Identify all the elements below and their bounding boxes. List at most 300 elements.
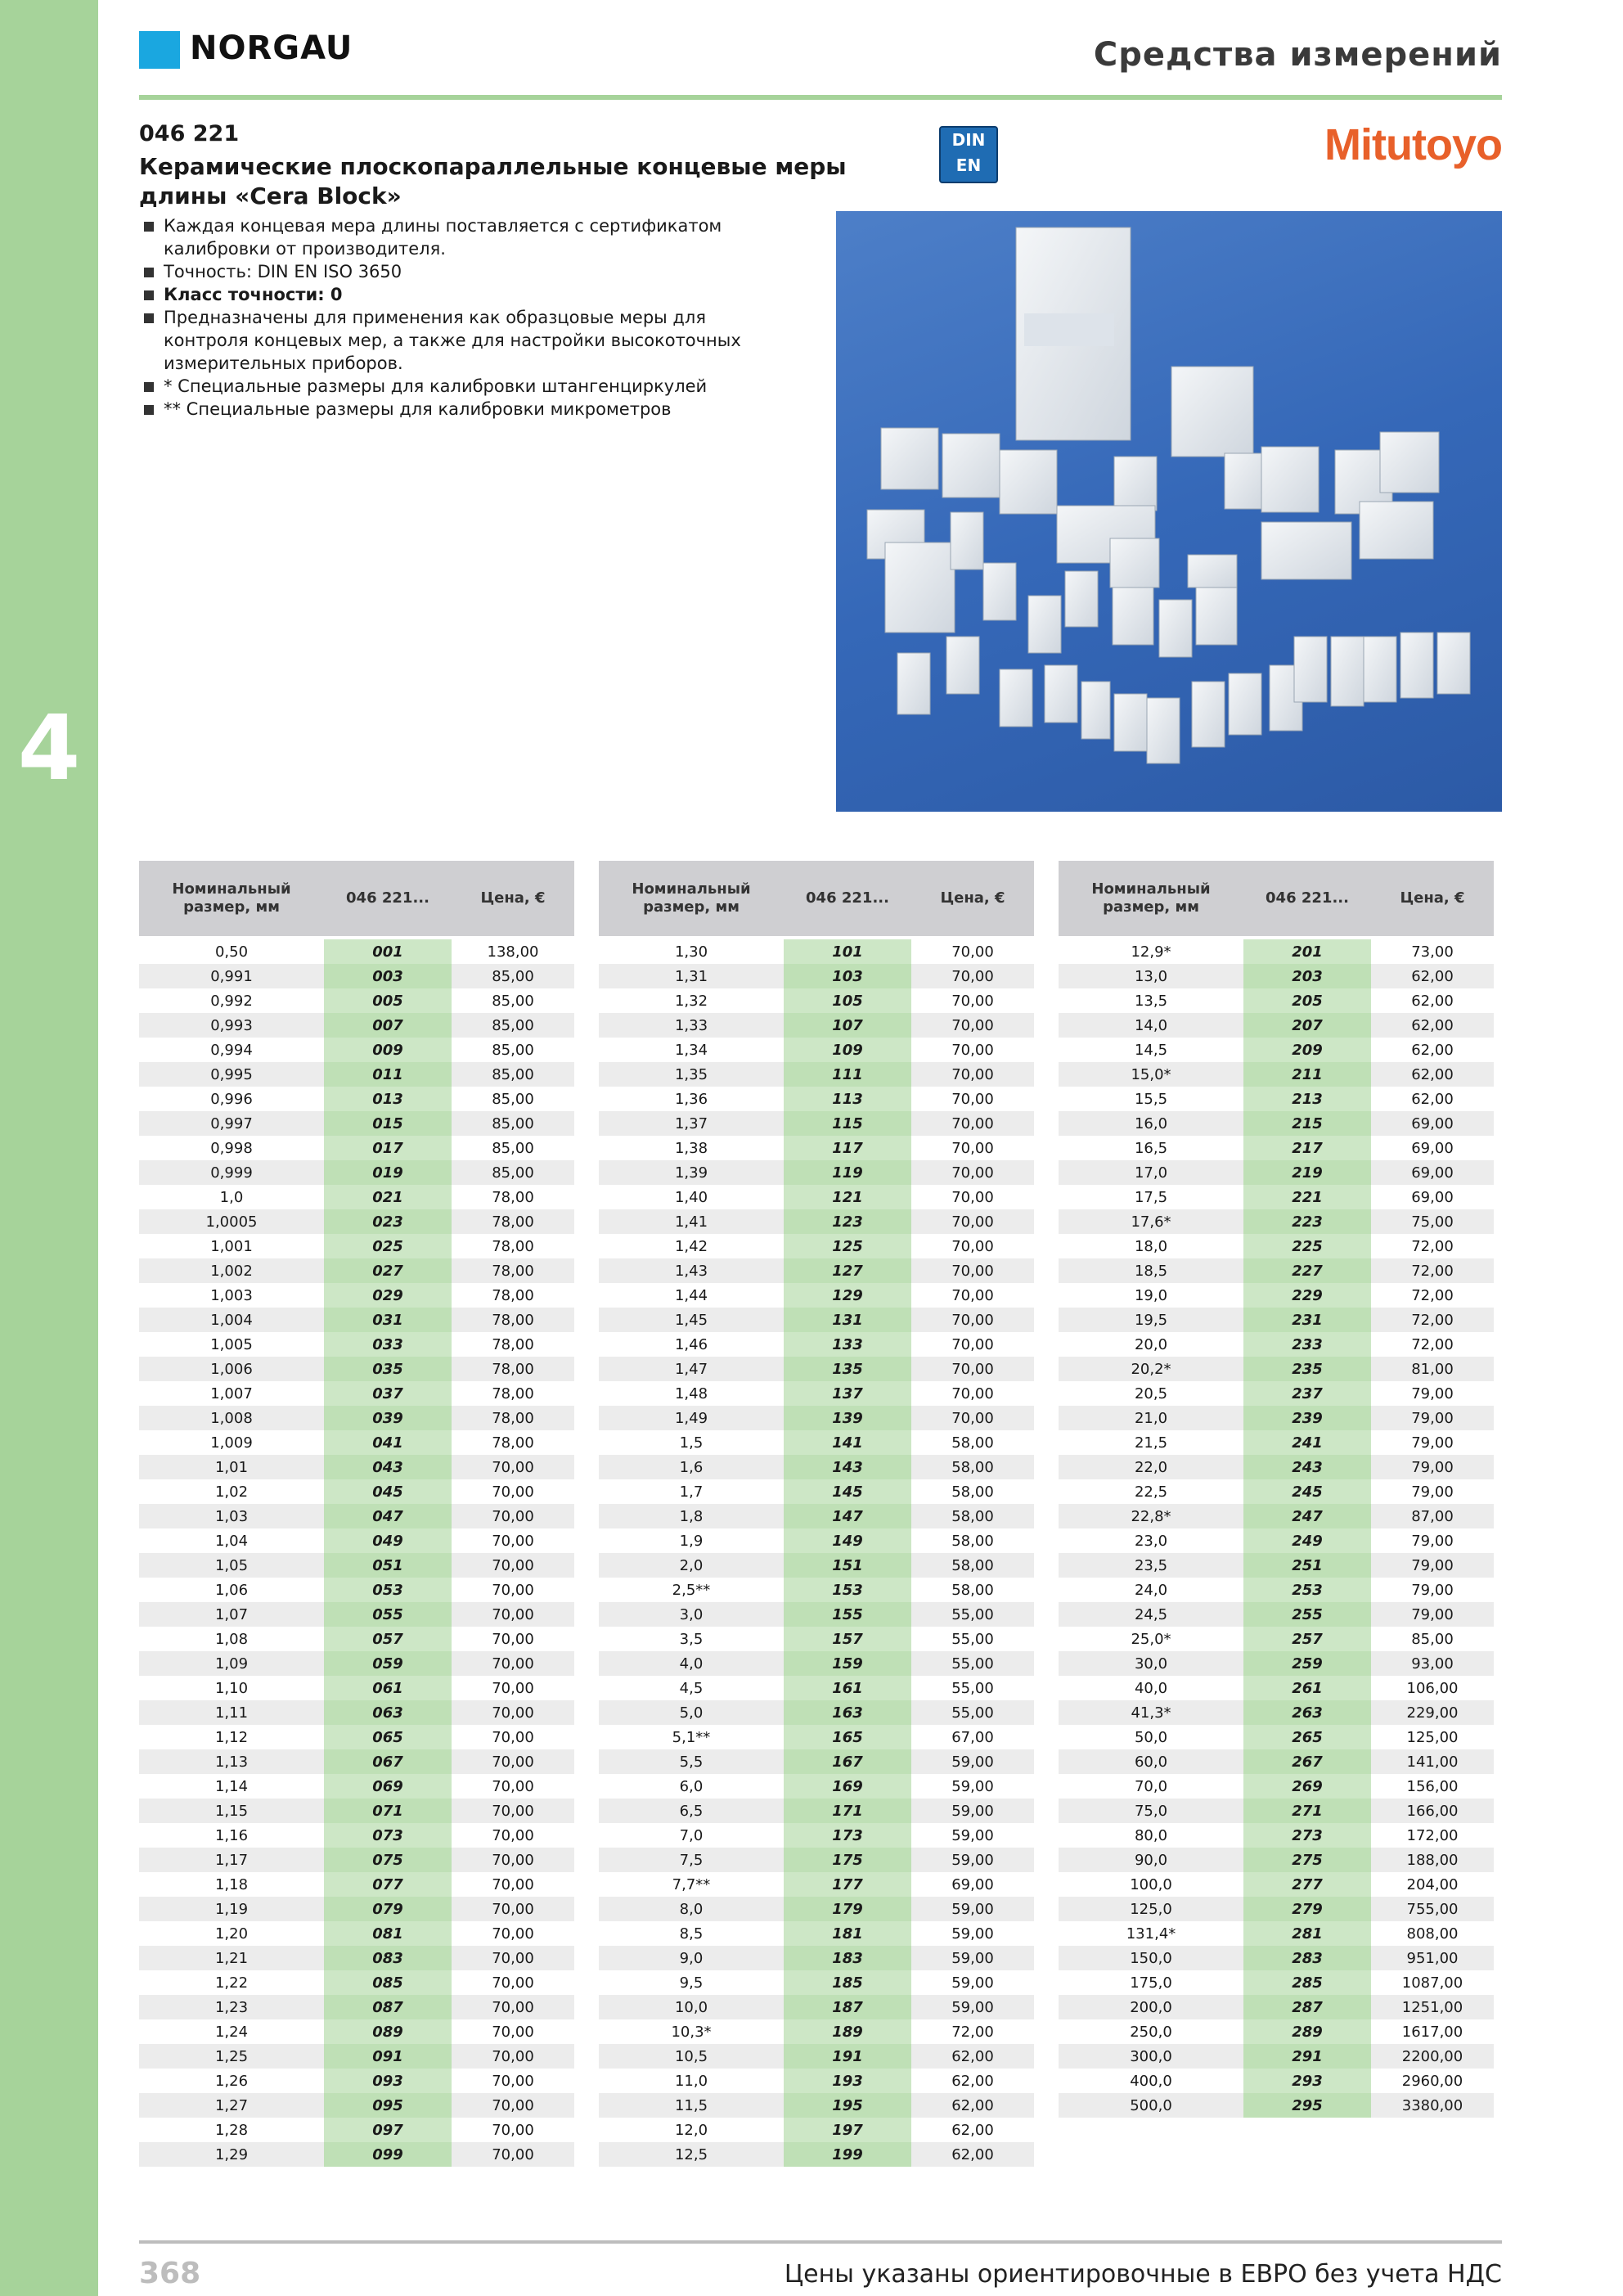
feature-text: Каждая концевая мера длины поставляется с сертификатом калибровки от производителя. xyxy=(164,216,722,259)
code-cell: 121 xyxy=(784,1185,911,1209)
code-cell: 139 xyxy=(784,1406,911,1430)
size-cell: 1,18 xyxy=(139,1872,324,1897)
table-row xyxy=(139,1676,574,1700)
size-cell: 1,26 xyxy=(139,2069,324,2093)
price-cell: 1087,00 xyxy=(1371,1970,1494,1995)
price-cell: 70,00 xyxy=(911,1160,1034,1185)
code-cell: 133 xyxy=(784,1332,911,1357)
table-row xyxy=(1059,1848,1494,1872)
size-cell: 1,27 xyxy=(139,2093,324,2118)
price-cell: 951,00 xyxy=(1371,1946,1494,1970)
size-cell: 18,5 xyxy=(1059,1258,1243,1283)
size-cell: 4,5 xyxy=(599,1676,784,1700)
size-cell: 11,5 xyxy=(599,2093,784,2118)
size-cell: 0,997 xyxy=(139,1111,324,1136)
size-cell: 1,47 xyxy=(599,1357,784,1381)
table-row xyxy=(599,2069,1034,2093)
size-cell: 0,991 xyxy=(139,964,324,988)
price-cell: 62,00 xyxy=(911,2069,1034,2093)
price-cell: 70,00 xyxy=(452,1578,574,1602)
size-cell: 6,5 xyxy=(599,1799,784,1823)
code-cell: 119 xyxy=(784,1160,911,1185)
size-cell: 1,20 xyxy=(139,1921,324,1946)
price-cell: 70,00 xyxy=(911,1038,1034,1062)
price-cell: 70,00 xyxy=(911,988,1034,1013)
size-cell: 1,28 xyxy=(139,2118,324,2142)
size-cell: 1,34 xyxy=(599,1038,784,1062)
size-cell: 17,0 xyxy=(1059,1160,1243,1185)
table-row xyxy=(599,1087,1034,1111)
table-row xyxy=(1059,1749,1494,1774)
table-row xyxy=(599,1283,1034,1308)
size-cell: 1,6 xyxy=(599,1455,784,1479)
feature-item xyxy=(141,375,795,398)
price-cell: 78,00 xyxy=(452,1430,574,1455)
size-cell: 9,5 xyxy=(599,1970,784,1995)
feature-item xyxy=(141,306,795,375)
table-row xyxy=(599,1185,1034,1209)
code-cell: 211 xyxy=(1243,1062,1371,1087)
size-cell: 1,29 xyxy=(139,2142,324,2167)
size-cell: 300,0 xyxy=(1059,2044,1243,2069)
price-cell: 70,00 xyxy=(911,1332,1034,1357)
table-row xyxy=(1059,1430,1494,1455)
table-row xyxy=(599,2044,1034,2069)
code-cell: 257 xyxy=(1243,1627,1371,1651)
size-cell: 24,5 xyxy=(1059,1602,1243,1627)
code-cell: 105 xyxy=(784,988,911,1013)
code-cell: 029 xyxy=(324,1283,452,1308)
price-cell: 58,00 xyxy=(911,1528,1034,1553)
table-row xyxy=(599,1897,1034,1921)
size-cell: 21,5 xyxy=(1059,1430,1243,1455)
table-row xyxy=(599,1774,1034,1799)
table-row xyxy=(599,939,1034,964)
table-row xyxy=(139,1406,574,1430)
code-cell: 237 xyxy=(1243,1381,1371,1406)
table-row xyxy=(599,1651,1034,1676)
size-cell: 400,0 xyxy=(1059,2069,1243,2093)
table-row xyxy=(139,1062,574,1087)
table-row xyxy=(139,1897,574,1921)
price-cell: 70,00 xyxy=(452,1700,574,1725)
code-cell: 113 xyxy=(784,1087,911,1111)
price-cell: 78,00 xyxy=(452,1308,574,1332)
size-cell: 17,5 xyxy=(1059,1185,1243,1209)
size-cell: 23,0 xyxy=(1059,1528,1243,1553)
table-row xyxy=(1059,1038,1494,1062)
size-cell: 125,0 xyxy=(1059,1897,1243,1921)
size-cell: 12,9* xyxy=(1059,939,1243,964)
size-cell: 22,0 xyxy=(1059,1455,1243,1479)
brand-logo: NORGAU xyxy=(190,29,353,67)
size-cell: 1,05 xyxy=(139,1553,324,1578)
price-cell: 85,00 xyxy=(452,1038,574,1062)
price-cell: 69,00 xyxy=(1371,1111,1494,1136)
table-row xyxy=(599,1111,1034,1136)
price-cell: 55,00 xyxy=(911,1676,1034,1700)
code-cell: 163 xyxy=(784,1700,911,1725)
table-row xyxy=(1059,1111,1494,1136)
price-cell: 70,00 xyxy=(452,1602,574,1627)
table-row xyxy=(599,1038,1034,1062)
code-cell: 149 xyxy=(784,1528,911,1553)
code-cell: 005 xyxy=(324,988,452,1013)
size-cell: 150,0 xyxy=(1059,1946,1243,1970)
price-cell: 70,00 xyxy=(452,1725,574,1749)
table-row xyxy=(139,1970,574,1995)
size-cell: 1,43 xyxy=(599,1258,784,1283)
price-cell: 125,00 xyxy=(1371,1725,1494,1749)
table-row xyxy=(599,1627,1034,1651)
table-row xyxy=(599,1749,1034,1774)
feature-item xyxy=(141,260,795,283)
price-cell: 70,00 xyxy=(911,1013,1034,1038)
price-cell: 78,00 xyxy=(452,1258,574,1283)
table-row xyxy=(139,1995,574,2019)
price-cell: 808,00 xyxy=(1371,1921,1494,1946)
code-cell: 259 xyxy=(1243,1651,1371,1676)
table-row xyxy=(1059,2019,1494,2044)
code-cell: 233 xyxy=(1243,1332,1371,1357)
size-cell: 3,5 xyxy=(599,1627,784,1651)
size-cell: 3,0 xyxy=(599,1602,784,1627)
size-cell: 100,0 xyxy=(1059,1872,1243,1897)
size-cell: 200,0 xyxy=(1059,1995,1243,2019)
table-row xyxy=(599,1479,1034,1504)
table-row xyxy=(599,1578,1034,1602)
price-cell: 85,00 xyxy=(1371,1627,1494,1651)
table-row xyxy=(1059,1209,1494,1234)
code-cell: 067 xyxy=(324,1749,452,1774)
code-cell: 171 xyxy=(784,1799,911,1823)
code-cell: 127 xyxy=(784,1258,911,1283)
price-cell: 79,00 xyxy=(1371,1430,1494,1455)
price-cell: 72,00 xyxy=(1371,1308,1494,1332)
table-row xyxy=(139,2069,574,2093)
price-cell: 75,00 xyxy=(1371,1209,1494,1234)
price-note: Цены указаны ориентировочные в ЕВРО без учета НДС xyxy=(784,2260,1502,2289)
size-cell: 1,14 xyxy=(139,1774,324,1799)
table-row xyxy=(139,1823,574,1848)
code-cell: 195 xyxy=(784,2093,911,2118)
size-cell: 1,37 xyxy=(599,1111,784,1136)
bullet-square-icon xyxy=(144,382,154,392)
price-cell: 62,00 xyxy=(1371,1062,1494,1087)
code-cell: 111 xyxy=(784,1062,911,1087)
code-cell: 091 xyxy=(324,2044,452,2069)
bullet-square-icon xyxy=(144,268,154,277)
price-cell: 70,00 xyxy=(452,1749,574,1774)
code-cell: 293 xyxy=(1243,2069,1371,2093)
code-cell: 049 xyxy=(324,1528,452,1553)
code-cell: 141 xyxy=(784,1430,911,1455)
code-cell: 241 xyxy=(1243,1430,1371,1455)
price-cell: 70,00 xyxy=(452,1823,574,1848)
bullet-square-icon xyxy=(144,290,154,300)
code-cell: 129 xyxy=(784,1283,911,1308)
size-cell: 1,009 xyxy=(139,1430,324,1455)
table-row xyxy=(599,2093,1034,2118)
size-cell: 1,10 xyxy=(139,1676,324,1700)
size-cell: 1,49 xyxy=(599,1406,784,1430)
code-cell: 169 xyxy=(784,1774,911,1799)
code-cell: 123 xyxy=(784,1209,911,1234)
code-cell: 193 xyxy=(784,2069,911,2093)
size-cell: 1,36 xyxy=(599,1087,784,1111)
table-row xyxy=(599,1528,1034,1553)
size-cell: 5,0 xyxy=(599,1700,784,1725)
size-cell: 15,5 xyxy=(1059,1087,1243,1111)
size-cell: 0,994 xyxy=(139,1038,324,1062)
price-cell: 70,00 xyxy=(911,1406,1034,1430)
table-row xyxy=(139,1357,574,1381)
size-cell: 1,22 xyxy=(139,1970,324,1995)
table-row xyxy=(139,2019,574,2044)
size-cell: 1,002 xyxy=(139,1258,324,1283)
code-cell: 173 xyxy=(784,1823,911,1848)
table-row xyxy=(599,1799,1034,1823)
price-cell: 70,00 xyxy=(452,2019,574,2044)
gauge-blocks-illustration xyxy=(836,211,1502,812)
code-cell: 047 xyxy=(324,1504,452,1528)
size-cell: 1,005 xyxy=(139,1332,324,1357)
table-row xyxy=(139,1848,574,1872)
size-cell: 1,07 xyxy=(139,1602,324,1627)
code-cell: 157 xyxy=(784,1627,911,1651)
badge-line-1: DIN EN xyxy=(951,130,986,175)
size-cell: 21,0 xyxy=(1059,1406,1243,1430)
table-row xyxy=(139,1872,574,1897)
price-cell: 70,00 xyxy=(911,1111,1034,1136)
size-cell: 1,16 xyxy=(139,1823,324,1848)
price-cell: 59,00 xyxy=(911,1799,1034,1823)
table-row xyxy=(139,1209,574,1234)
table-row xyxy=(1059,2093,1494,2118)
code-cell: 081 xyxy=(324,1921,452,1946)
price-cell: 138,00 xyxy=(452,939,574,964)
price-cell: 58,00 xyxy=(911,1504,1034,1528)
size-cell: 1,40 xyxy=(599,1185,784,1209)
table-row xyxy=(1059,1258,1494,1283)
price-cell: 59,00 xyxy=(911,1823,1034,1848)
table-row xyxy=(599,1160,1034,1185)
table-row xyxy=(1059,1651,1494,1676)
code-cell: 165 xyxy=(784,1725,911,1749)
price-cell: 70,00 xyxy=(911,1136,1034,1160)
price-cell: 70,00 xyxy=(911,1258,1034,1283)
size-cell: 1,02 xyxy=(139,1479,324,1504)
table-row xyxy=(1059,1185,1494,1209)
table-row xyxy=(599,1872,1034,1897)
table-row xyxy=(1059,1504,1494,1528)
table-row xyxy=(139,1111,574,1136)
size-cell: 30,0 xyxy=(1059,1651,1243,1676)
code-cell: 265 xyxy=(1243,1725,1371,1749)
size-cell: 1,15 xyxy=(139,1799,324,1823)
code-cell: 035 xyxy=(324,1357,452,1381)
size-cell: 1,48 xyxy=(599,1381,784,1406)
price-cell: 70,00 xyxy=(452,2142,574,2167)
code-cell: 055 xyxy=(324,1602,452,1627)
size-cell: 1,32 xyxy=(599,988,784,1013)
feature-item xyxy=(141,283,795,306)
code-cell: 031 xyxy=(324,1308,452,1332)
price-cell: 79,00 xyxy=(1371,1381,1494,1406)
price-cell: 106,00 xyxy=(1371,1676,1494,1700)
code-cell: 291 xyxy=(1243,2044,1371,2069)
code-cell: 161 xyxy=(784,1676,911,1700)
price-cell: 85,00 xyxy=(452,1136,574,1160)
table-row xyxy=(139,1602,574,1627)
code-cell: 289 xyxy=(1243,2019,1371,2044)
code-cell: 039 xyxy=(324,1406,452,1430)
size-cell: 1,5 xyxy=(599,1430,784,1455)
price-cell: 70,00 xyxy=(911,1062,1034,1087)
size-cell: 9,0 xyxy=(599,1946,784,1970)
code-cell: 015 xyxy=(324,1111,452,1136)
code-cell: 003 xyxy=(324,964,452,988)
price-cell: 62,00 xyxy=(911,2093,1034,2118)
table-row xyxy=(139,2093,574,2118)
code-cell: 007 xyxy=(324,1013,452,1038)
size-cell: 80,0 xyxy=(1059,1823,1243,1848)
code-cell: 203 xyxy=(1243,964,1371,988)
code-cell: 013 xyxy=(324,1087,452,1111)
header-code: 046 221... xyxy=(1243,861,1371,936)
table-row xyxy=(139,1553,574,1578)
price-cell: 59,00 xyxy=(911,1921,1034,1946)
code-cell: 219 xyxy=(1243,1160,1371,1185)
code-cell: 063 xyxy=(324,1700,452,1725)
table-row xyxy=(599,1234,1034,1258)
code-cell: 223 xyxy=(1243,1209,1371,1234)
table-row xyxy=(139,1038,574,1062)
size-cell: 70,0 xyxy=(1059,1774,1243,1799)
product-photo xyxy=(836,211,1502,812)
price-cell: 62,00 xyxy=(1371,1087,1494,1111)
code-cell: 147 xyxy=(784,1504,911,1528)
price-cell: 79,00 xyxy=(1371,1479,1494,1504)
table-row xyxy=(139,1700,574,1725)
size-cell: 500,0 xyxy=(1059,2093,1243,2118)
table-row xyxy=(1059,1921,1494,1946)
feature-item xyxy=(141,398,795,421)
table-row xyxy=(599,1357,1034,1381)
table-row xyxy=(139,964,574,988)
table-row xyxy=(1059,1725,1494,1749)
table-row xyxy=(1059,1479,1494,1504)
din-en-badge xyxy=(939,126,998,200)
code-cell: 181 xyxy=(784,1921,911,1946)
table-row xyxy=(139,1946,574,1970)
price-cell: 72,00 xyxy=(1371,1234,1494,1258)
code-cell: 023 xyxy=(324,1209,452,1234)
price-cell: 1251,00 xyxy=(1371,1995,1494,2019)
code-cell: 065 xyxy=(324,1725,452,1749)
table-row xyxy=(599,1455,1034,1479)
price-cell: 58,00 xyxy=(911,1578,1034,1602)
size-cell: 40,0 xyxy=(1059,1676,1243,1700)
table-row xyxy=(139,1013,574,1038)
price-cell: 70,00 xyxy=(911,1234,1034,1258)
table-row xyxy=(599,1308,1034,1332)
price-cell: 70,00 xyxy=(911,1308,1034,1332)
code-cell: 001 xyxy=(324,939,452,964)
code-cell: 177 xyxy=(784,1872,911,1897)
size-cell: 1,17 xyxy=(139,1848,324,1872)
size-cell: 1,004 xyxy=(139,1308,324,1332)
table-row xyxy=(1059,1455,1494,1479)
price-cell: 70,00 xyxy=(911,939,1034,964)
size-cell: 1,007 xyxy=(139,1381,324,1406)
table-row xyxy=(139,1921,574,1946)
code-cell: 221 xyxy=(1243,1185,1371,1209)
code-cell: 231 xyxy=(1243,1308,1371,1332)
code-cell: 263 xyxy=(1243,1700,1371,1725)
price-cell: 3380,00 xyxy=(1371,2093,1494,2118)
price-cell: 58,00 xyxy=(911,1553,1034,1578)
price-cell: 55,00 xyxy=(911,1602,1034,1627)
size-cell: 1,0005 xyxy=(139,1209,324,1234)
size-cell: 41,3* xyxy=(1059,1700,1243,1725)
bullet-square-icon xyxy=(144,405,154,415)
price-cell: 62,00 xyxy=(1371,1038,1494,1062)
price-cell: 69,00 xyxy=(1371,1160,1494,1185)
code-cell: 279 xyxy=(1243,1897,1371,1921)
table-row xyxy=(599,1700,1034,1725)
size-cell: 2,5** xyxy=(599,1578,784,1602)
code-cell: 247 xyxy=(1243,1504,1371,1528)
size-cell: 17,6* xyxy=(1059,1209,1243,1234)
code-cell: 179 xyxy=(784,1897,911,1921)
price-cell: 70,00 xyxy=(452,1970,574,1995)
price-cell: 85,00 xyxy=(452,1062,574,1087)
code-cell: 255 xyxy=(1243,1602,1371,1627)
size-cell: 10,3* xyxy=(599,2019,784,2044)
price-cell: 70,00 xyxy=(452,1504,574,1528)
price-cell: 72,00 xyxy=(1371,1283,1494,1308)
table-row xyxy=(599,1430,1034,1455)
price-cell: 72,00 xyxy=(1371,1258,1494,1283)
table-row xyxy=(1059,1700,1494,1725)
article-number: 046 221 xyxy=(139,121,240,146)
table-row xyxy=(1059,1553,1494,1578)
size-cell: 13,5 xyxy=(1059,988,1243,1013)
code-cell: 229 xyxy=(1243,1283,1371,1308)
table-row xyxy=(139,2044,574,2069)
product-title: Керамические плоскопараллельные концевые меры длины «Cera Block» xyxy=(139,153,847,209)
price-cell: 59,00 xyxy=(911,1995,1034,2019)
table-row xyxy=(139,1381,574,1406)
code-cell: 207 xyxy=(1243,1013,1371,1038)
price-cell: 70,00 xyxy=(452,1455,574,1479)
feature-list xyxy=(141,214,795,421)
code-cell: 079 xyxy=(324,1897,452,1921)
code-cell: 117 xyxy=(784,1136,911,1160)
sidebar-edge xyxy=(98,0,103,2296)
size-cell: 1,08 xyxy=(139,1627,324,1651)
table-row xyxy=(1059,1283,1494,1308)
price-cell: 1617,00 xyxy=(1371,2019,1494,2044)
table-row xyxy=(1059,1357,1494,1381)
code-cell: 099 xyxy=(324,2142,452,2167)
size-cell: 1,31 xyxy=(599,964,784,988)
price-cell: 70,00 xyxy=(452,1479,574,1504)
size-cell: 1,25 xyxy=(139,2044,324,2069)
table-row xyxy=(139,1332,574,1357)
price-cell: 70,00 xyxy=(452,2069,574,2093)
